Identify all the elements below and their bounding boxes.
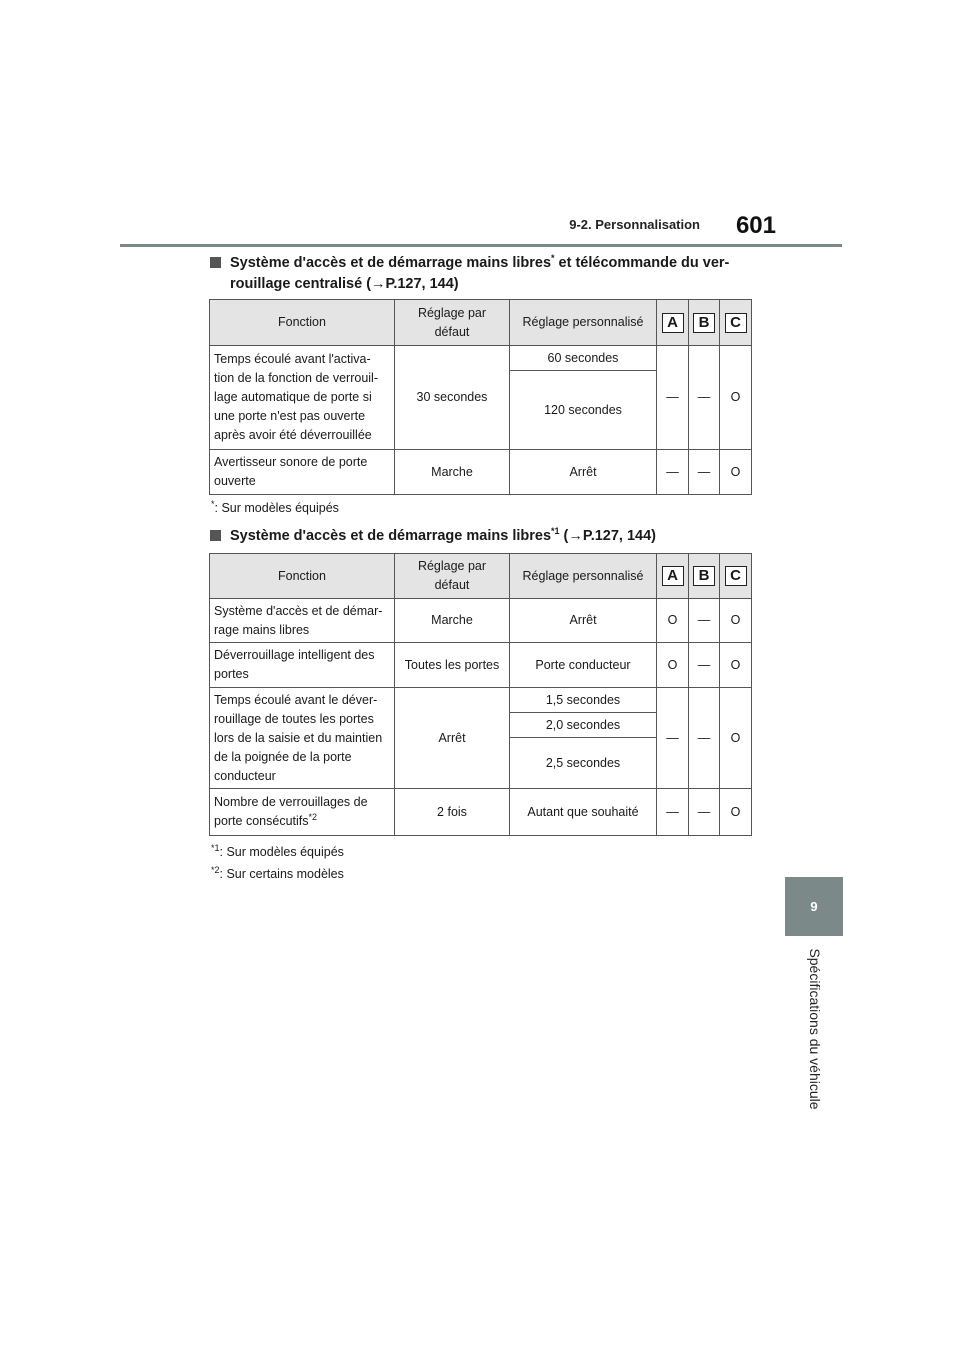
cell-fonction: Déverrouillage intelligent des portes [210,643,395,688]
header-a [657,300,689,346]
cell-defaut: Arrêt [395,688,510,789]
header-defaut: Réglage par défaut [395,300,510,346]
cell-personnalise: Porte conducteur [510,643,657,688]
letter-box-b: B [693,566,715,586]
page-reference-link[interactable]: P.127, 144) [385,276,459,292]
cell-c: O [720,789,752,836]
cell-b: — [689,688,720,789]
table-row [210,450,752,495]
cell-personnalise: 60 secondes [510,346,657,371]
cell-c: O [720,450,752,495]
header-defaut: Réglage par défaut [395,554,510,599]
cell-a: — [657,346,689,450]
table-row [210,688,752,713]
square-bullet-icon [210,257,221,268]
cell-defaut: Toutes les portes [395,643,510,688]
section1-heading: Système d'accès et de démarrage mains libres* et télécommande du ver- rouillage centralisé (→P.127, 144) [230,253,770,295]
header-fonction: Fonction [210,554,395,599]
header-b [689,554,720,599]
footnote: $^{*2}$: Sur certains modèles [211,864,344,881]
cell-personnalise: 1,5 secondes [510,688,657,713]
header-b [689,300,720,346]
cell-fonction: Avertisseur sonore de porte ouverte [210,450,395,495]
cell-personnalise: Autant que souhaité [510,789,657,836]
cell-fonction: Temps écoulé avant l'activa- tion de la fonction de verrouil- lage automatique de porte si une porte n'est pas ouverte après avoir été déverrouillée [210,346,395,450]
cell-defaut: 30 secondes [395,346,510,450]
arrow-right-icon: → [568,528,583,544]
header-fonction: Fonction [210,300,395,346]
footnote: $^{*1}$: Sur modèles équipés [211,842,344,859]
letter-box-b: B [693,313,715,333]
cell-defaut: 2 fois [395,789,510,836]
chapter-label: Spécifications du véhicule [807,948,823,1110]
cell-b: — [689,789,720,836]
cell-c: O [720,599,752,643]
cell-b: — [689,346,720,450]
cell-personnalise: 2,0 secondes [510,713,657,738]
header-divider [120,244,842,247]
cell-c: O [720,346,752,450]
cell-fonction: Système d'accès et de démar- rage mains libres [210,599,395,643]
cell-fonction: Nombre de verrouillages de porte consécutifs$^{*2}$ [210,789,395,836]
cell-b: — [689,450,720,495]
cell-a: O [657,599,689,643]
chapter-number: 9 [810,899,818,914]
header-personnalise: Réglage personnalisé [510,554,657,599]
cell-defaut: Marche [395,450,510,495]
table-row [210,643,752,688]
table-row [210,789,752,836]
header-c [720,554,752,599]
cell-c: O [720,688,752,789]
square-bullet-icon [210,530,221,541]
letter-box-a: A [662,313,684,333]
cell-a: O [657,643,689,688]
settings-table-1 [209,299,752,495]
cell-personnalise: Arrêt [510,599,657,643]
arrow-right-icon: → [371,276,386,292]
page-number: 601 [735,212,776,239]
table-row [210,599,752,643]
table-header-row [210,554,752,599]
cell-b: — [689,643,720,688]
cell-b: — [689,599,720,643]
table-row [210,346,752,371]
section2-heading: Système d'accès et de démarrage mains libres$^{*1}$ (→P.127, 144) [230,526,770,547]
header-section-title: 9-2. Personnalisation [569,217,700,232]
letter-box-c: C [725,313,747,333]
cell-fonction: Temps écoulé avant le déver- rouillage de toutes les portes lors de la saisie et du maintien de la poignée de la porte conducteur [210,688,395,789]
cell-defaut: Marche [395,599,510,643]
cell-personnalise: Arrêt [510,450,657,495]
header-personnalise: Réglage personnalisé [510,300,657,346]
cell-personnalise: 120 secondes [510,371,657,450]
letter-box-a: A [662,566,684,586]
header-c [720,300,752,346]
settings-table-2 [209,553,752,836]
header-a [657,554,689,599]
cell-personnalise: 2,5 secondes [510,738,657,789]
cell-a: — [657,789,689,836]
letter-box-c: C [725,566,747,586]
table-header-row [210,300,752,346]
page-reference-link[interactable]: P.127, 144) [582,528,656,544]
cell-a: — [657,450,689,495]
cell-a: — [657,688,689,789]
cell-c: O [720,643,752,688]
footnote: *: Sur modèles équipés [211,498,339,515]
